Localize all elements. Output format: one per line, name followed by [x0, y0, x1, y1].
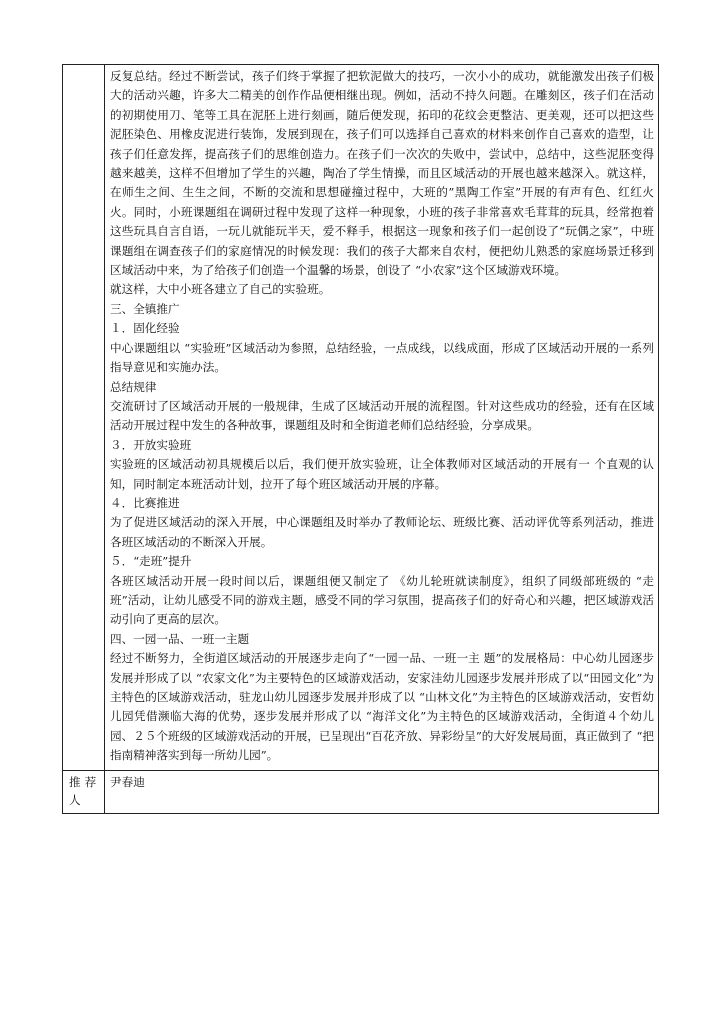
paragraph-one-garden-one-product: 经过不断努力，全街道区域活动的开展逐步走向了“一园一品、一班一主 题”的发展格局：中心幼儿园逐步发展并形成了以 “农家文化”为主要特色的区域游戏活动，安家洼幼儿园逐步发展并形成了以“田园文化”为主特色的区域游戏活动，驻龙山幼儿园逐步发展并形成了以 “山林文化”为主特色的区域游戏活动，安哲幼儿园凭借濒临大海的优势，逐步发展并形成了以 “海洋文化”为主特色的区域游戏活动，全街道４个幼儿园、２５个班级的区域游戏活动的开展，已呈现出“百花齐放、异彩纷呈”的大好发展局面，真正做到了 “把指南精神落实到每一所幼儿园”。 — [110, 651, 654, 763]
empty-label-cell — [63, 65, 105, 771]
subheading-consolidate-experience: １．固化经验 — [110, 321, 180, 336]
recommender-name: 尹春迪 — [105, 770, 659, 813]
document-table — [62, 64, 659, 814]
paragraph-open-experiment-class: 实验班的区域活动初具规模后以后，我们便开放实验班，让全体教师对区域活动的开展有一 个直观的认知，同时制定本班活动计划，拉开了每个班区域活动开展的序幕。 — [110, 457, 654, 491]
content-cell — [105, 65, 659, 771]
content-row — [63, 65, 659, 771]
paragraph-experiment-classes: 就这样，大中小班各建立了自己的实验班。 — [110, 282, 331, 297]
section-heading-one-garden-one-product: 四、一园一品、一班一主题 — [110, 631, 250, 646]
subheading-summarize-rules: 总结规律 — [110, 379, 157, 394]
section-heading-town-promotion: 三、全镇推广 — [110, 301, 180, 316]
subheading-open-experiment-class: ３．开放实验班 — [110, 437, 192, 452]
paragraph-summary: 反复总结。经过不断尝试，孩子们终于掌握了把软泥做大的技巧，一次小小的成功，就能激发出孩子们极大的活动兴趣，许多大二精美的创作作品便相继出现。例如，活动不持久问题。在雕刻区，孩子们在活动的初期使用刀、笔等工具在泥胚上进行刻画，随后便发现，拓印的花纹会更整洁、更美观，还可以把这些泥胚染色、用橡皮泥进行装饰，发展到现在，孩子们可以选择自己喜欢的材料来创作自己喜欢的造型，让孩子们任意发挥，提高孩子们的思维创造力。在孩子们一次次的失败中，尝试中，总结中，这些泥胚变得越来越美，这样不但增加了学生的兴趣，陶冶了学生情操，而且区域活动的开展也越来越深入。就这样，在师生之间、生生之间，不断的交流和思想碰撞过程中，大班的”黑陶工作室”开展的有声有色、红红火火。同时，小班课题组在调研过程中发现了这样一种现象，小班的孩子非常喜欢毛茸茸的玩具，经常抱着这些玩具自言自语，一玩儿就能玩半天，爱不释手，根据这一现象和孩子们一起创设了“玩偶之家”，中班课题组在调查孩子们的家庭情况的时候发现：我们的孩子大都来自农村，便把幼儿熟悉的家庭场景迁移到区域活动中来，为了给孩子们创造一个温馨的场景，创设了 “小农家”这个区域游戏环境。 — [110, 69, 654, 278]
recommender-label: 推荐人 — [63, 770, 105, 813]
paragraph-competition: 为了促进区域活动的深入开展，中心课题组及时举办了教师论坛、班级比赛、活动评优等系列活动，推进各班区域活动的不断深入开展。 — [110, 515, 654, 549]
subheading-competition: ４．比赛推进 — [110, 495, 180, 510]
subheading-class-rotation: ５．“走班”提升 — [110, 554, 192, 569]
paragraph-summarize-rules: 交流研讨了区域活动开展的一般规律，生成了区域活动开展的流程图。针对这些成功的经验，还有在区域活动开展过程中发生的各种故事，课题组及时和全街道老师们总结经验，分享成果。 — [110, 398, 654, 433]
recommender-row — [63, 770, 659, 813]
paragraph-class-rotation: 各班区域活动开展一段时间以后，课题组便又制定了 《幼儿轮班就读制度》，组织了同级部班级的 “走班”活动，让幼儿感受不同的游戏主题，感受不同的学习氛围，提高孩子们的好奇心和兴趣，把区域游戏活动引向了更高的层次。 — [110, 573, 654, 627]
paragraph-consolidate-experience: 中心课题组以 “实验班”区域活动为参照，总结经验，一点成线，以线成面，形成了区域活动开展的一系列指导意见和实施办法。 — [110, 340, 654, 375]
